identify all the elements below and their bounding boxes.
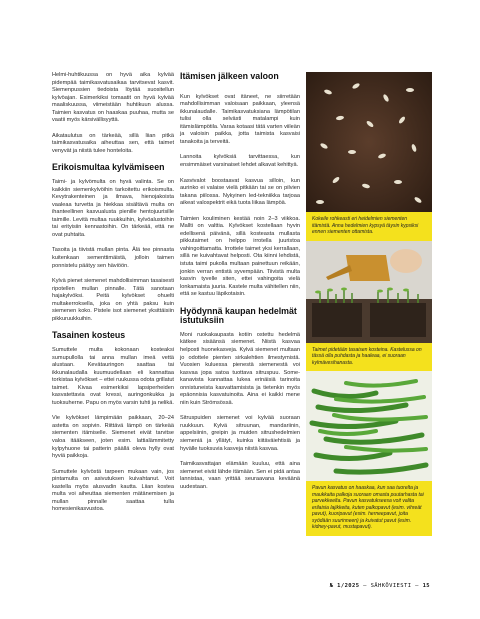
page-footer xyxy=(330,583,430,589)
watering-photo xyxy=(306,241,432,343)
beans-photo xyxy=(306,371,432,481)
paragraph: Lannoita kylvöksiä tarvittaessa, kun ensimmäiset varsinaiset lehdet alkavat kehittyä. xyxy=(180,154,300,168)
section-heading: Itämisen jälkeen valoon xyxy=(180,71,279,81)
seeds-photo xyxy=(306,72,432,212)
footer-separator: – xyxy=(415,583,423,589)
paragraph: Kasvivalot boostaavat kasvua silloin, kun aurinko ei valaise vielä pitkään tai se on pilvien takana piilossa. Nykyinen led-tekniikka tarjoaa aikeat valospektrit eikä tuota liikaa lämpöä. xyxy=(180,177,300,207)
column-right xyxy=(306,72,432,536)
paragraph: Kun kylvökset ovat itäneet, ne siirretään mahdollisimman valoisaan paikkaan, yleensä ikkunalaudalle. Taimikasvatuksiana lämpötilan tulisi olla selvästi matalampi kuin itämislämpötila. Varaa kotaasi tätä varten viileän ja valoisin paikka, jotta taimista kasvaisi tanakoita ja terveitä. xyxy=(180,93,300,145)
paragraph: Sumuttele kylvöstä tarpeen mukaan vain, jos pintamulta on asivutuksen kuivahtanut. Voit kastella myös alusvadin kautta. Liian kostea multa voi aiheuttaa siementen mätänemisen ja mullan pinnalle saattaa tulla homesienikasvustoa. xyxy=(52,468,174,513)
paragraph: Helmi-huhtikuussa on hyvä aika kylvää pidempää taimikasvatusaikaa tarvitsevat kasvit. Siemenpussien tiedoista löytää suositellun kylvöajan. Esimerkiksi tomaatit on hyvä kylvää maaliskuussa, viimeistään huhtikuun alussa. Taimien kasvatus on haaskaa puuhaa, mutta se vaatii myös kärsivällisyyttä. xyxy=(52,72,174,124)
paragraph: Taimikasvattajan elämään kuuluu, että aina siemenet eivät lähde itämään. Sen ei pidä antaa lannistaa, vaan yrittää seuraavana keväänä uudestaan. xyxy=(180,461,300,490)
photo-caption: Taimet pidetään tasaisen kosteina. Kastelussa on tässä olla puhdasta ja haaleaa, ei suoraan kylmävesihanasta. xyxy=(306,343,432,372)
issue-number: № 1/2025 xyxy=(329,583,360,589)
paragraph: Moni ruokakaupasta kotiin ostettu hedelmä kätkee sisäänsä siemenet. Niistä kasvaa helposti huonekasveja. Kylvä siemenet multaan jo odottele pienten sirkalehtien ilmestymistä. Vuosien kuluessa pienestä siemenestä voi kasvaa jopa satoa tuottava sitruspuu. Some-kanavista kannattaa lukea erinäisiä tarinoita onnistuneista kasvattamisista ja tietenkin myös epäonnisia kasvatuinoita. Aina ei kaikki mene niin kuin Strömsössä. xyxy=(180,331,300,406)
page-number: 15 xyxy=(422,583,430,589)
photo-caption: Kokeile rohkeasti eri heidelmien siementen itämistä. Anna hedelmien kypsyä täysin kypsiksi ennen siementen ottamista. xyxy=(306,212,432,241)
paragraph: Sitruspuiden siemenet voi kylvää suoraan ruukkuun. Kylvä sitruunan, mandariinin, appelsiinin, greipin ja muiden sitrushedelmien siemeniä ja yllätyt, kuinka kiitäväiehtisiä ja hyvälle tuoksuvia kasveja niistä kasvaa. xyxy=(180,415,300,452)
watering-seedlings-image xyxy=(306,241,432,343)
paragraph: Aikataulutus on tärkeää, sillä liian pitkä taimikasvatusaika aiheuttaa sen, että taimet venyvät ja niistä tulee honteloita. xyxy=(52,132,174,154)
section-heading: Erikoismultaa kylvämiseen xyxy=(52,162,165,173)
paragraph: Kylvä pienet siemenet mahdollisimman tasaisesti ripotellen mullan pinnalle. Tätä sanotaan hajakylvöksi. Peitä kylvökset ohuelti multakerroksella, joka on yhtä paksu kuin siemenen koko. Pistele isot siemenet yksittäisiin pikkuruukkuihin. xyxy=(52,278,174,322)
column-left xyxy=(52,72,174,522)
magazine-name: SÄHKÖVIESTI xyxy=(370,583,412,589)
paragraph: Tasoita ja tiivistä mullan pinta. Älä tee pinnasta kuitenkaan sementtimäistä, jolloin taimen ponnistelu päätyy sen häviöön. xyxy=(52,247,174,269)
photo-caption: Pavun kasvatus on haaskaa, kun saa tuorelta ja maukkaita palkoja suoraan omasta puutarhasta tai parvekkeelta. Pavun kasvatukseesa voit valita erilaisia lajikkeita, kuten palkopavut (esim. vihreät pavut), kuoripavut (esim. herneepavut, joita syödään suurinneen) ja kuivatut pavut (esim. kidney-pavut, mustapavut). xyxy=(306,481,432,536)
footer-separator: – xyxy=(363,583,371,589)
section-heading: Tasainen kosteus xyxy=(52,330,126,341)
paragraph: Vie kylvökset lämpimään paikkaan, 20–24 astetta on sopivin. Riittävä lämpö on tärkeää siementen itämiselle. Siemenet eivät tarvitse valoa itääkseen, joten esim. lattialämmitetty kylpyhuone tai patterin päällä oleva hylly ovat hyviä paikkoja. xyxy=(52,415,174,460)
paragraph: Taimien kouliminen kestää noin 2–3 viikkoa. Mallti on valttia. Kylvökset kostellaan hyvin edellisenä päivänä, sillä kosteasta mullasta pikkutaimet on helppo irrotella juuristoa vahingoittamatta. Irrottele taimet yksi kerrallaan, sillä ne kuivahtavat helposti. Ota kiinni lehdistä, istuta taimi pukolla multaan painettuun reikään, jonkin verran entistä syvempään. Tiivistä multa kasvin tyvelle siten, ettei vahingoita vielä lonkamaista juuria. Kastele multa vähitellen niin, että se kastuu läpikotaisin. xyxy=(180,215,300,298)
seeds-in-soil-image xyxy=(306,72,432,212)
green-beans-image xyxy=(306,371,432,481)
paragraph: Sumuttele multa kokonaan kosteaksi sumupullolla tai anna mullan imeä vettä alustaan. Kevätauringon saattaa tai ikkunalaudalla kuumuudellaan eli kannattaa torkistaa kylvökset – ettei ruukussa odota grillatut taimet. Kivaa esimerkiksi lapsiperheiden kasvatettavia ovat kressi, auringonkukka ja tuoksuherne. Papu on myös varsin tuhti ja nelikä. xyxy=(52,346,174,406)
paragraph: Taimi- ja kylvömulta on hyvä valinta. Se on kaikkiin siemenkylvöihin tarkoitettu erikoismulta. Kevytrakenteinen ja ilmava, hienojakoista vaaleaa turvetta ja hiekkaa sisältävä multa on ihanteellinen kasvualusta pienille hentojuurisille taimille. Levitä multaa ruukkuihin, kylvöalustoihin tai erityisiin kennastoihin. On tärkeää, että ne ovat puhtaita. xyxy=(52,179,174,238)
section-heading: Hyödynnä kaupan hedelmät istutuksiin xyxy=(180,305,297,326)
column-middle xyxy=(180,72,300,499)
